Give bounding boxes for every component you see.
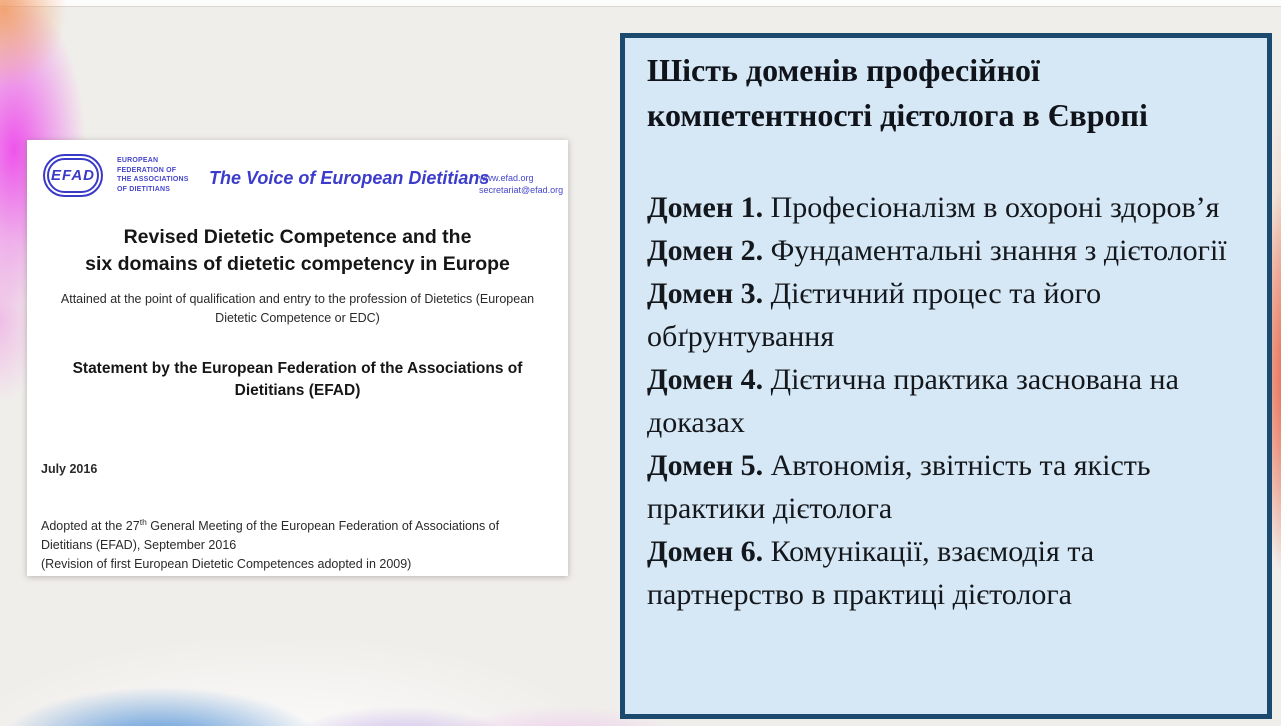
efad-tagline: The Voice of European Dietitians xyxy=(209,168,490,188)
efad-logo xyxy=(43,154,103,197)
domain-1-label: Домен 1. xyxy=(647,191,764,224)
domain-item-3 xyxy=(647,272,1249,358)
document-header xyxy=(41,152,564,212)
ordinal-superscript: th xyxy=(139,517,147,527)
domain-item-4 xyxy=(647,358,1249,444)
document-title xyxy=(27,224,568,278)
document-title-line2: six domains of dietetic competency in Europe xyxy=(85,253,510,275)
adoption-line xyxy=(41,513,553,555)
domain-4-label: Домен 4. xyxy=(647,363,764,396)
org-name-line: EUROPEAN xyxy=(117,157,159,164)
domain-item-6 xyxy=(647,530,1249,616)
domain-3-text: Дієтичний процес та його обґрунтування xyxy=(647,277,1102,353)
domain-1-text: Професіоналізм в охороні здоров’я xyxy=(763,191,1220,224)
document-revision-note: (Revision of first European Dietetic Competences adopted in 2009) xyxy=(41,557,412,572)
document-adoption-note xyxy=(41,513,553,574)
domain-2-text: Фундаментальні знання з дієтології xyxy=(763,234,1227,267)
domain-item-2 xyxy=(647,229,1249,272)
domains-panel xyxy=(620,33,1272,719)
efad-email: secretariat@efad.org xyxy=(479,185,564,195)
domain-5-label: Домен 5. xyxy=(647,449,764,482)
document-date: July 2016 xyxy=(41,462,98,476)
efad-org-name xyxy=(117,156,197,194)
org-name-line: FEDERATION OF xyxy=(117,166,177,174)
adoption-text-post: General Meeting of the European Federation of Associations of Dietitians (EFAD), September 2016 xyxy=(41,519,500,553)
document-title-line1: Revised Dietetic Competence and the xyxy=(123,226,472,248)
efad-logo-text: EFAD xyxy=(50,167,95,184)
domain-item-1 xyxy=(647,186,1249,229)
org-name-line: OF DIETITIANS xyxy=(117,185,171,193)
domain-2-label: Домен 2. xyxy=(647,234,764,267)
adoption-text-pre: Adopted at the 27 xyxy=(41,519,140,534)
domain-item-5 xyxy=(647,444,1249,530)
document-subtitle: Attained at the point of qualification and entry to the profession of Dietetics (European Dietetic Competence or EDC) xyxy=(60,292,535,325)
efad-contact xyxy=(479,172,579,196)
domain-4-text: Дієтична практика заснована на доказах xyxy=(647,363,1179,439)
org-name-line: THE ASSOCIATIONS xyxy=(117,176,189,183)
domain-6-text: Комунікації, взаємодія та партнерство в практиці дієтолога xyxy=(647,535,1095,611)
efad-logo-inner-ring xyxy=(47,158,99,193)
domain-5-text: Автономія, звітність та якість практики дієтолога xyxy=(647,449,1151,525)
domain-3-label: Домен 3. xyxy=(647,277,764,310)
document-statement: Statement by the European Federation of the Associations of Dietitians (EFAD) xyxy=(72,360,523,399)
panel-title: Шість доменів професійної компетентності дієтолога в Європі xyxy=(647,52,1148,133)
domain-6-label: Домен 6. xyxy=(647,535,764,568)
efad-document-cover xyxy=(27,140,568,576)
efad-website: www.efad.org xyxy=(479,173,534,183)
